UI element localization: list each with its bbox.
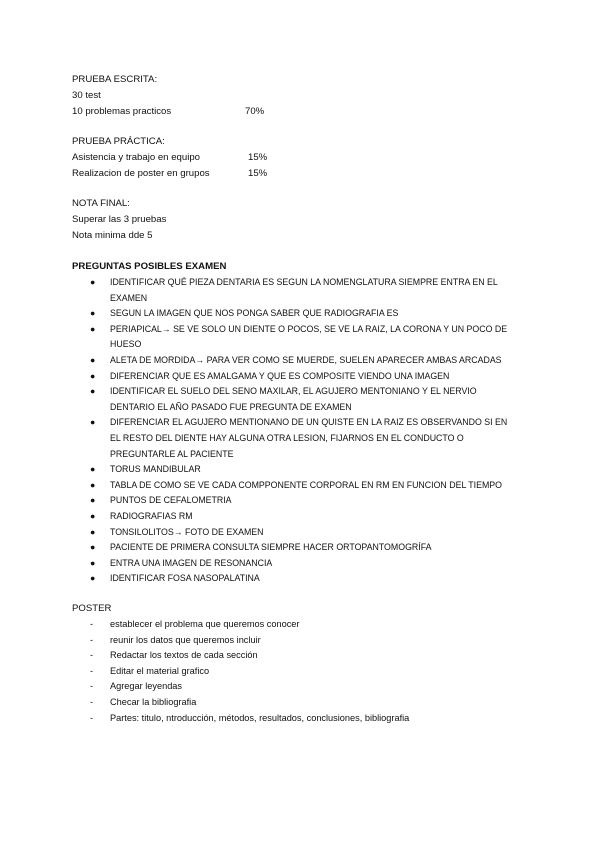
final-grade-heading: NOTA FINAL: (72, 198, 130, 209)
written-exam-percentage: 70% (245, 106, 265, 117)
written-exam-line2 (72, 104, 265, 120)
bullet-icon: ● (90, 464, 96, 475)
bullet-icon: ● (90, 573, 96, 584)
bullet-icon: ● (90, 323, 96, 334)
poster-section (72, 601, 409, 726)
final-grade-line2: Nota minima dde 5 (72, 230, 153, 241)
list-item: ● IDENTIFICAR EL SUELO DEL SENO MAXILAR, EL AGUJERO MENTONIANO Y EL NERVIO DENTARIO EL AÑO PASADO FUE PREGUNTA DE EXAMEN (90, 386, 477, 412)
practical-exam-section (72, 134, 268, 182)
list-item: ● PUNTOS DE CEFALOMETRIA (72, 493, 520, 509)
bullet-icon: ● (90, 526, 96, 537)
bullet-icon: ● (90, 495, 96, 506)
list-item: ● ALETA DE MORDIDA→ PARA VER COMO SE MUERDE, SUELEN APARECER AMBAS ARCADAS (72, 353, 520, 369)
written-exam-line1: 30 test (72, 90, 101, 101)
bullet-icon: ● (90, 277, 96, 287)
bullet-icon: ● (90, 308, 96, 319)
dash-marker: - (90, 634, 94, 645)
list-item: - reunir los datos que queremos incluir (72, 633, 409, 649)
list-item: - Redactar los textos de cada sección (72, 648, 409, 664)
bullet-icon: ● (90, 417, 96, 428)
written-exam-heading: PRUEBA ESCRITA: (72, 74, 158, 85)
list-item: - Partes: titulo, ntroducción, métodos, resultados, conclusiones, bibliografia (72, 711, 409, 727)
poster-steps-list (72, 617, 409, 726)
practical-row-2-label: Realizacion de poster en grupos (72, 168, 210, 179)
list-item: ● IDENTIFICAR FOSA NASOPALATINA (72, 571, 520, 587)
practical-row-1-percentage: 15% (248, 152, 268, 163)
practical-row-1-label: Asistencia y trabajo en equipo (72, 152, 200, 163)
final-grade-line1: Superar las 3 pruebas (72, 214, 167, 225)
bullet-icon: ● (90, 354, 96, 365)
exam-questions-list (72, 275, 520, 587)
list-item: ● IDENTIFICAR QUÉ PIEZA DENTARIA ES SEGUN LA NOMENGLATURA SIEMPRE ENTRA EN EL EXAMEN (90, 277, 498, 303)
practical-row-1 (72, 150, 268, 166)
list-item: - Agregar leyendas (72, 679, 409, 695)
bullet-icon: ● (90, 370, 96, 381)
dash-marker: - (90, 712, 94, 723)
practical-row-2 (72, 166, 268, 182)
list-item: ● TONSILOLITOS→ FOTO DE EXAMEN (72, 525, 520, 541)
poster-heading: POSTER (72, 603, 112, 614)
written-exam-line2-label: 10 problemas practicos (72, 106, 172, 117)
bullet-icon: ● (90, 386, 96, 397)
list-item: ● DIFERENCIAR QUE ES AMALGAMA Y QUE ES COMPOSITE VIENDO UNA IMAGEN (72, 369, 520, 385)
bullet-icon: ● (90, 557, 96, 568)
bullet-icon: ● (90, 542, 96, 553)
dash-marker: - (90, 681, 94, 692)
dash-marker: - (90, 619, 94, 629)
list-item: ● PACIENTE DE PRIMERA CONSULTA SIEMPRE HACER ORTOPANTOMOGRÍFA (72, 540, 520, 556)
list-item: ● TORUS MANDIBULAR (72, 462, 520, 478)
final-grade-section (72, 196, 166, 244)
list-item: - Editar el material grafico (72, 664, 409, 680)
practical-row-2-percentage: 15% (248, 168, 268, 179)
dash-marker: - (90, 665, 94, 676)
bullet-icon: ● (90, 510, 96, 521)
list-item: - Checar la bibliografia (72, 695, 409, 711)
written-exam-section (72, 72, 265, 120)
dash-marker: - (90, 650, 94, 661)
practical-exam-heading: PRUEBA PRÁCTICA: (72, 136, 165, 147)
dash-marker: - (90, 696, 94, 707)
list-item: ● DIFERENCIAR EL AGUJERO MENTIONANO DE UN QUISTE EN LA RAIZ ES OBSERVANDO SI EN EL RESTO DEL DIENTE HAY ALGUNA OTRA LESION, FIJARNOS EN EL CONDUCTO O PREGUNTARLE AL PACIENTE (90, 417, 508, 459)
list-item: ● ENTRA UNA IMAGEN DE RESONANCIA (72, 556, 520, 572)
list-item: ● SEGUN LA IMAGEN QUE NOS PONGA SABER QUE RADIOGRAFIA ES (72, 306, 520, 322)
exam-questions-section (72, 259, 520, 587)
list-item: ● RADIOGRAFIAS RM (72, 509, 520, 525)
list-item: ● TABLA DE COMO SE VE CADA COMPPONENTE CORPORAL EN RM EN FUNCION DEL TIEMPO (72, 478, 520, 494)
list-item: - establecer el problema que queremos conocer (72, 617, 409, 633)
exam-questions-heading: PREGUNTAS POSIBLES EXAMEN (72, 261, 227, 272)
list-item: ● PERIAPICAL→ SE VE SOLO UN DIENTE O POCOS, SE VE LA RAIZ, LA CORONA Y UN POCO DE HUESO (90, 323, 508, 350)
bullet-icon: ● (90, 479, 96, 490)
